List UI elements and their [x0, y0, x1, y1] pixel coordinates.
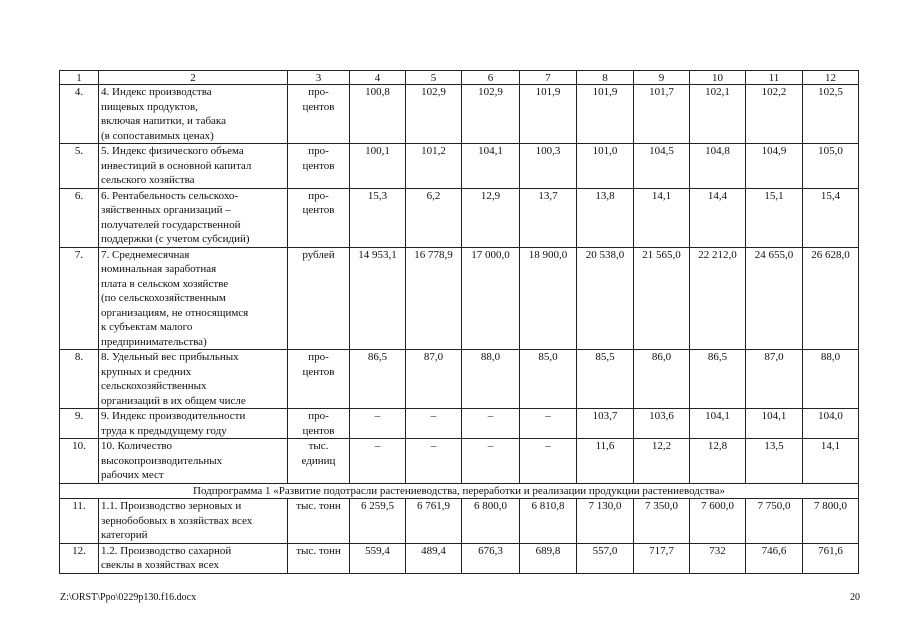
value-cell: 87,0	[746, 350, 803, 409]
value-cell: 101,7	[634, 85, 690, 144]
value-cell: 101,0	[577, 144, 634, 189]
col-header: 6	[462, 71, 520, 85]
unit-cell: тыс. единиц	[288, 439, 350, 484]
value-cell: –	[406, 409, 462, 439]
value-cell: 13,5	[746, 439, 803, 484]
table-row	[60, 188, 859, 247]
row-number: 6.	[60, 188, 99, 247]
value-cell: 717,7	[634, 543, 690, 573]
value-cell: 732	[690, 543, 746, 573]
value-cell: –	[520, 439, 577, 484]
value-cell: 6 259,5	[350, 499, 406, 544]
value-cell: 104,1	[462, 144, 520, 189]
value-cell: 88,0	[462, 350, 520, 409]
col-header: 5	[406, 71, 462, 85]
value-cell: 489,4	[406, 543, 462, 573]
unit-cell: про- центов	[288, 85, 350, 144]
value-cell: 14 953,1	[350, 247, 406, 350]
value-cell: 102,2	[746, 85, 803, 144]
value-cell: 105,0	[803, 144, 859, 189]
value-cell: 557,0	[577, 543, 634, 573]
value-cell: 7 750,0	[746, 499, 803, 544]
value-cell: 104,5	[634, 144, 690, 189]
indicator-name: 6. Рентабельность сельскохо- зяйственных организаций – получателей государственной поддержки (с учетом субсидий)	[99, 188, 288, 247]
value-cell: –	[406, 439, 462, 484]
value-cell: 6 810,8	[520, 499, 577, 544]
value-cell: 15,3	[350, 188, 406, 247]
unit-cell: про- центов	[288, 350, 350, 409]
value-cell: 14,4	[690, 188, 746, 247]
page-number: 20	[850, 592, 860, 603]
value-cell: 15,4	[803, 188, 859, 247]
value-cell: 676,3	[462, 543, 520, 573]
value-cell: 13,8	[577, 188, 634, 247]
value-cell: 104,9	[746, 144, 803, 189]
value-cell: 104,1	[746, 409, 803, 439]
value-cell: 102,9	[406, 85, 462, 144]
indicator-name: 5. Индекс физического объема инвестиций в основной капитал сельского хозяйства	[99, 144, 288, 189]
indicator-name: 8. Удельный вес прибыльных крупных и средних сельскохозяйственных организаций в их общем числе	[99, 350, 288, 409]
value-cell: 7 350,0	[634, 499, 690, 544]
col-header: 7	[520, 71, 577, 85]
value-cell: 100,1	[350, 144, 406, 189]
table-row	[60, 543, 859, 573]
value-cell: –	[520, 409, 577, 439]
col-header: 10	[690, 71, 746, 85]
value-cell: 100,8	[350, 85, 406, 144]
value-cell: 22 212,0	[690, 247, 746, 350]
value-cell: –	[462, 439, 520, 484]
value-cell: 15,1	[746, 188, 803, 247]
value-cell: 102,9	[462, 85, 520, 144]
value-cell: 88,0	[803, 350, 859, 409]
value-cell: 14,1	[803, 439, 859, 484]
col-header: 9	[634, 71, 690, 85]
value-cell: 104,0	[803, 409, 859, 439]
unit-cell: про- центов	[288, 144, 350, 189]
value-cell: 761,6	[803, 543, 859, 573]
col-header: 3	[288, 71, 350, 85]
header-row	[60, 71, 859, 85]
indicators-table	[59, 70, 859, 574]
row-number: 10.	[60, 439, 99, 484]
table-row	[60, 439, 859, 484]
value-cell: 12,9	[462, 188, 520, 247]
value-cell: 11,6	[577, 439, 634, 484]
value-cell: 85,5	[577, 350, 634, 409]
file-path: Z:\ORST\Ppo\0229p130.f16.docx	[60, 592, 197, 603]
unit-cell: про- центов	[288, 188, 350, 247]
value-cell: 102,1	[690, 85, 746, 144]
value-cell: 6 800,0	[462, 499, 520, 544]
row-number: 4.	[60, 85, 99, 144]
table-row	[60, 144, 859, 189]
value-cell: 101,2	[406, 144, 462, 189]
row-number: 12.	[60, 543, 99, 573]
value-cell: 559,4	[350, 543, 406, 573]
unit-cell: про- центов	[288, 409, 350, 439]
value-cell: 103,7	[577, 409, 634, 439]
subprogram-title: Подпрограмма 1 «Развитие подотрасли растениеводства, переработки и реализации продукции растениеводства»	[60, 483, 859, 499]
value-cell: –	[350, 439, 406, 484]
value-cell: 6,2	[406, 188, 462, 247]
value-cell: 12,2	[634, 439, 690, 484]
value-cell: 746,6	[746, 543, 803, 573]
value-cell: 87,0	[406, 350, 462, 409]
col-header: 2	[99, 71, 288, 85]
table-row	[60, 409, 859, 439]
row-number: 8.	[60, 350, 99, 409]
value-cell: 7 800,0	[803, 499, 859, 544]
table-row	[60, 350, 859, 409]
row-number: 5.	[60, 144, 99, 189]
table-row	[60, 499, 859, 544]
col-header: 12	[803, 71, 859, 85]
table-row	[60, 247, 859, 350]
value-cell: 7 600,0	[690, 499, 746, 544]
value-cell: 26 628,0	[803, 247, 859, 350]
row-number: 9.	[60, 409, 99, 439]
value-cell: 13,7	[520, 188, 577, 247]
indicator-name: 7. Среднемесячная номинальная заработная плата в сельском хозяйстве (по сельскохозяйственным организациям, не относящимся к субъектам малого предпринимательства)	[99, 247, 288, 350]
value-cell: 103,6	[634, 409, 690, 439]
row-number: 11.	[60, 499, 99, 544]
col-header: 11	[746, 71, 803, 85]
value-cell: 12,8	[690, 439, 746, 484]
value-cell: 18 900,0	[520, 247, 577, 350]
value-cell: 24 655,0	[746, 247, 803, 350]
col-header: 1	[60, 71, 99, 85]
col-header: 8	[577, 71, 634, 85]
subprogram-row	[60, 483, 859, 499]
value-cell: 689,8	[520, 543, 577, 573]
value-cell: 104,1	[690, 409, 746, 439]
indicator-name: 10. Количество высокопроизводительных рабочих мест	[99, 439, 288, 484]
unit-cell: тыс. тонн	[288, 499, 350, 544]
value-cell: 86,0	[634, 350, 690, 409]
value-cell: 7 130,0	[577, 499, 634, 544]
value-cell: 6 761,9	[406, 499, 462, 544]
value-cell: –	[350, 409, 406, 439]
value-cell: 17 000,0	[462, 247, 520, 350]
value-cell: 14,1	[634, 188, 690, 247]
indicator-name: 1.1. Производство зерновых и зернобобовых в хозяйствах всех категорий	[99, 499, 288, 544]
value-cell: 102,5	[803, 85, 859, 144]
value-cell: 101,9	[520, 85, 577, 144]
value-cell: 101,9	[577, 85, 634, 144]
value-cell: 100,3	[520, 144, 577, 189]
value-cell: 20 538,0	[577, 247, 634, 350]
table-row	[60, 85, 859, 144]
col-header: 4	[350, 71, 406, 85]
value-cell: 16 778,9	[406, 247, 462, 350]
indicator-name: 1.2. Производство сахарной свеклы в хозяйствах всех	[99, 543, 288, 573]
value-cell: 21 565,0	[634, 247, 690, 350]
unit-cell: рублей	[288, 247, 350, 350]
indicator-name: 9. Индекс производительности труда к предыдущему году	[99, 409, 288, 439]
value-cell: 104,8	[690, 144, 746, 189]
unit-cell: тыс. тонн	[288, 543, 350, 573]
indicator-name: 4. Индекс производства пищевых продуктов, включая напитки, и табака (в сопоставимых ценах)	[99, 85, 288, 144]
row-number: 7.	[60, 247, 99, 350]
value-cell: 86,5	[690, 350, 746, 409]
value-cell: –	[462, 409, 520, 439]
value-cell: 85,0	[520, 350, 577, 409]
value-cell: 86,5	[350, 350, 406, 409]
